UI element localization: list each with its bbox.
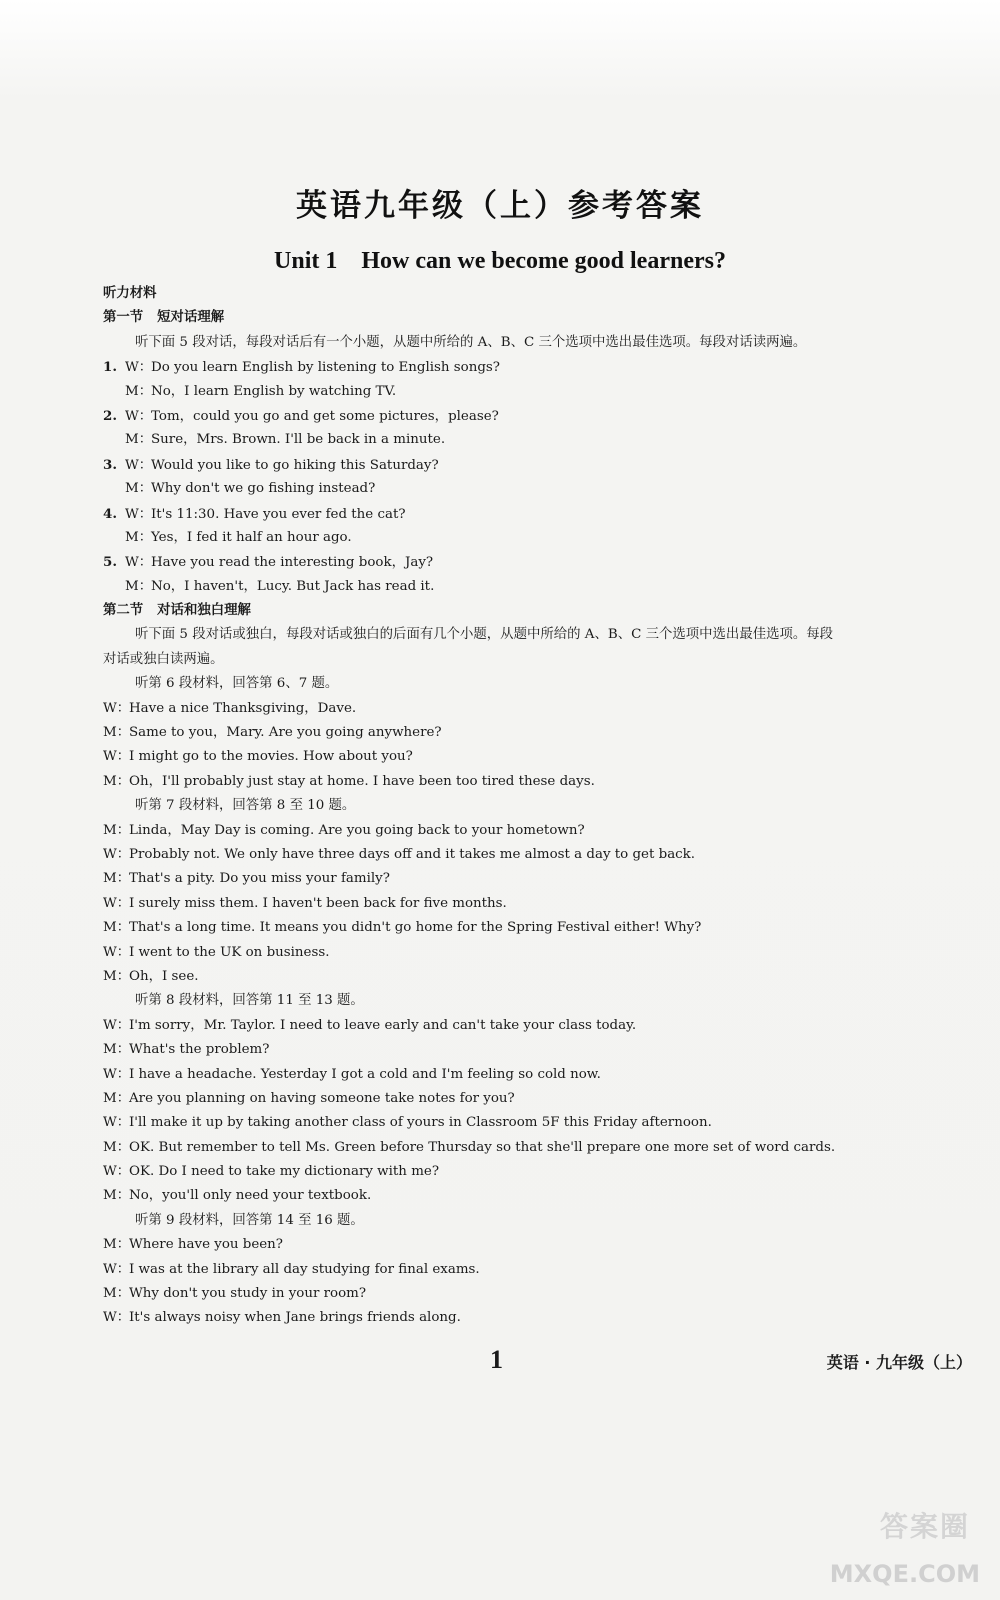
speaker-label: W：	[125, 360, 153, 376]
dialogue-text: OK. But remember to tell Ms. Green before Thursday so that she'll prepare one more set of word cards.	[129, 1139, 836, 1155]
speaker-label: W：	[103, 1115, 131, 1131]
dialogue-line	[103, 380, 973, 404]
speaker-label: W：	[103, 1261, 131, 1277]
dialogue-line	[103, 355, 973, 379]
dialogue-line	[103, 404, 973, 428]
dialogue-text: Are you planning on having someone take notes for you?	[129, 1090, 515, 1106]
speaker-label: W：	[125, 506, 153, 522]
speaker-label: W：	[103, 1310, 131, 1326]
passage-intro: 听第 9 段材料，回答第 14 至 16 题。	[135, 1212, 364, 1228]
dialogue-line	[103, 892, 973, 916]
dialogue-text: I'll make it up by taking another class of yours in Classroom 5F this Friday afternoon.	[129, 1115, 712, 1131]
dialogue-text: Why don't you study in your room?	[129, 1286, 367, 1302]
dialogue-text: I have a headache. Yesterday I got a cold and I'm feeling so cold now.	[129, 1066, 601, 1082]
speaker-label: M：	[103, 773, 131, 789]
watermark-url: MXQE.COM	[829, 1560, 980, 1588]
speaker-label: M：	[103, 1188, 131, 1204]
page-title: 英语九年级（上）参考答案	[296, 188, 704, 224]
section2-instruction-line2: 对话或独白读两遍。	[103, 651, 224, 667]
dialogue-text: I went to the UK on business.	[129, 944, 330, 960]
speaker-label: W：	[103, 700, 131, 716]
speaker-label: M：	[125, 383, 153, 399]
section2-passages	[103, 672, 973, 1331]
dialogue-text: Where have you been?	[129, 1237, 283, 1253]
dialogue-line	[103, 502, 973, 526]
speaker-label: M：	[125, 481, 153, 497]
dialogue-line	[103, 1038, 973, 1062]
dialogue-text: That's a long time. It means you didn't go home for the Spring Festival either! Why?	[129, 920, 702, 936]
speaker-label: M：	[103, 1237, 131, 1253]
speaker-label: W：	[103, 846, 131, 862]
footer-label: 英语 · 九年级（上）	[826, 1353, 972, 1372]
dialogue-line	[103, 697, 973, 721]
dialogue-text: It's always noisy when Jane brings friends along.	[129, 1310, 461, 1326]
dialogue-line	[103, 575, 973, 599]
dialogue-line	[103, 1063, 973, 1087]
section2-name: 对话和独白理解	[157, 603, 251, 619]
speaker-label: W：	[103, 944, 131, 960]
speaker-label: W：	[125, 408, 153, 424]
dialogue-line	[103, 770, 973, 794]
dialogue-text: I'm sorry，Mr. Taylor. I need to leave early and can't take your class today.	[129, 1017, 637, 1033]
dialogue-line	[103, 1087, 973, 1111]
speaker-label: M：	[103, 725, 131, 741]
passage-intro: 听第 6 段材料，回答第 6、7 题。	[135, 676, 339, 692]
speaker-label: W：	[125, 457, 153, 473]
dialogue-line	[103, 843, 973, 867]
dialogue-line	[103, 1258, 973, 1282]
speaker-label: W：	[103, 749, 131, 765]
question-number: 2.	[103, 407, 117, 424]
dialogue-line	[103, 867, 973, 891]
dialogue-line	[103, 965, 973, 989]
speaker-label: M：	[103, 968, 131, 984]
speaker-label: W：	[125, 555, 153, 571]
dialogue-line	[103, 1282, 973, 1306]
question-number: 4.	[103, 505, 117, 522]
dialogue-line	[103, 1111, 973, 1135]
dialogue-text: Oh，I see.	[129, 968, 199, 984]
dialogue-line	[103, 526, 973, 550]
speaker-label: M：	[103, 871, 131, 887]
dialogue-line	[103, 1160, 973, 1184]
dialogue-line	[103, 1014, 973, 1038]
dialogue-line	[103, 941, 973, 965]
dialogue-line	[103, 1184, 973, 1208]
section1-heading	[103, 306, 973, 330]
dialogue-text: Tom，could you go and get some pictures，please?	[151, 408, 499, 424]
unit-title: Unit 1 How can we become good learners?	[274, 248, 726, 274]
section1-name: 短对话理解	[157, 310, 225, 326]
dialogue-text: Oh，I'll probably just stay at home. I have been too tired these days.	[129, 773, 595, 789]
section2-label: 第二节	[103, 603, 144, 619]
speaker-label: M：	[125, 578, 153, 594]
dialogue-text: Probably not. We only have three days off and it takes me almost a day to get back.	[129, 846, 696, 862]
speaker-label: M：	[103, 1042, 131, 1058]
speaker-label: M：	[125, 432, 153, 448]
dialogue-text: OK. Do I need to take my dictionary with me?	[129, 1164, 439, 1180]
dialogue-text: No，you'll only need your textbook.	[129, 1188, 372, 1204]
section1-label: 第一节	[103, 310, 144, 326]
dialogue-text: Sure，Mrs. Brown. I'll be back in a minute.	[151, 432, 446, 448]
dialogue-line	[103, 916, 973, 940]
dialogue-text: It's 11:30. Have you ever fed the cat?	[151, 506, 406, 522]
page-number: 1	[490, 1345, 503, 1374]
dialogue-text: Yes，I fed it half an hour ago.	[151, 529, 352, 545]
section1-instruction: 听下面 5 段对话，每段对话后有一个小题，从题中所给的 A、B、C 三个选项中选出最佳选项。每段对话读两遍。	[135, 334, 807, 350]
dialogue-text: I was at the library all day studying for final exams.	[129, 1261, 480, 1277]
section2-heading	[103, 599, 973, 623]
dialogue-text: I surely miss them. I haven't been back for five months.	[129, 895, 507, 911]
dialogue-text: No，I haven't，Lucy. But Jack has read it.	[151, 578, 435, 594]
speaker-label: M：	[103, 920, 131, 936]
dialogue-text: Have a nice Thanksgiving，Dave.	[129, 700, 357, 716]
speaker-label: W：	[103, 1164, 131, 1180]
dialogue-line	[103, 745, 973, 769]
dialogue-text: What's the problem?	[129, 1042, 270, 1058]
dialogue-text: Do you learn English by listening to English songs?	[151, 360, 500, 376]
dialogue-line	[103, 721, 973, 745]
dialogue-line	[103, 1136, 973, 1160]
dialogue-line	[103, 477, 973, 501]
listening-label: 听力材料	[103, 286, 157, 301]
question-number: 5.	[103, 554, 117, 571]
dialogue-text: Same to you，Mary. Are you going anywhere?	[129, 725, 442, 741]
section1-items	[103, 355, 973, 599]
speaker-label: W：	[103, 895, 131, 911]
section2-instruction-line1: 听下面 5 段对话或独白，每段对话或独白的后面有几个小题，从题中所给的 A、B、C 三个选项中选出最佳选项。每段	[135, 627, 834, 643]
dialogue-line	[103, 453, 973, 477]
question-number: 1.	[103, 359, 117, 376]
dialogue-line	[103, 819, 973, 843]
dialogue-text: That's a pity. Do you miss your family?	[129, 871, 390, 887]
document-body	[103, 282, 973, 1331]
passage-intro: 听第 8 段材料，回答第 11 至 13 题。	[135, 993, 364, 1009]
passage-intro: 听第 7 段材料，回答第 8 至 10 题。	[135, 798, 356, 814]
dialogue-text: Have you read the interesting book，Jay?	[151, 555, 434, 571]
dialogue-text: Linda，May Day is coming. Are you going back to your hometown?	[129, 822, 585, 838]
dialogue-text: Would you like to go hiking this Saturday?	[151, 457, 439, 473]
speaker-label: W：	[103, 1066, 131, 1082]
speaker-label: M：	[103, 822, 131, 838]
speaker-label: W：	[103, 1017, 131, 1033]
dialogue-line	[103, 1233, 973, 1257]
dialogue-text: Why don't we go fishing instead?	[151, 481, 376, 497]
watermark-logo: 答案圈	[879, 1510, 970, 1543]
dialogue-text: I might go to the movies. How about you?	[129, 749, 413, 765]
speaker-label: M：	[125, 529, 153, 545]
dialogue-line	[103, 550, 973, 574]
dialogue-text: No，I learn English by watching TV.	[151, 383, 397, 399]
speaker-label: M：	[103, 1286, 131, 1302]
speaker-label: M：	[103, 1090, 131, 1106]
question-number: 3.	[103, 456, 117, 473]
dialogue-line	[103, 1306, 973, 1330]
dialogue-line	[103, 428, 973, 452]
speaker-label: M：	[103, 1139, 131, 1155]
